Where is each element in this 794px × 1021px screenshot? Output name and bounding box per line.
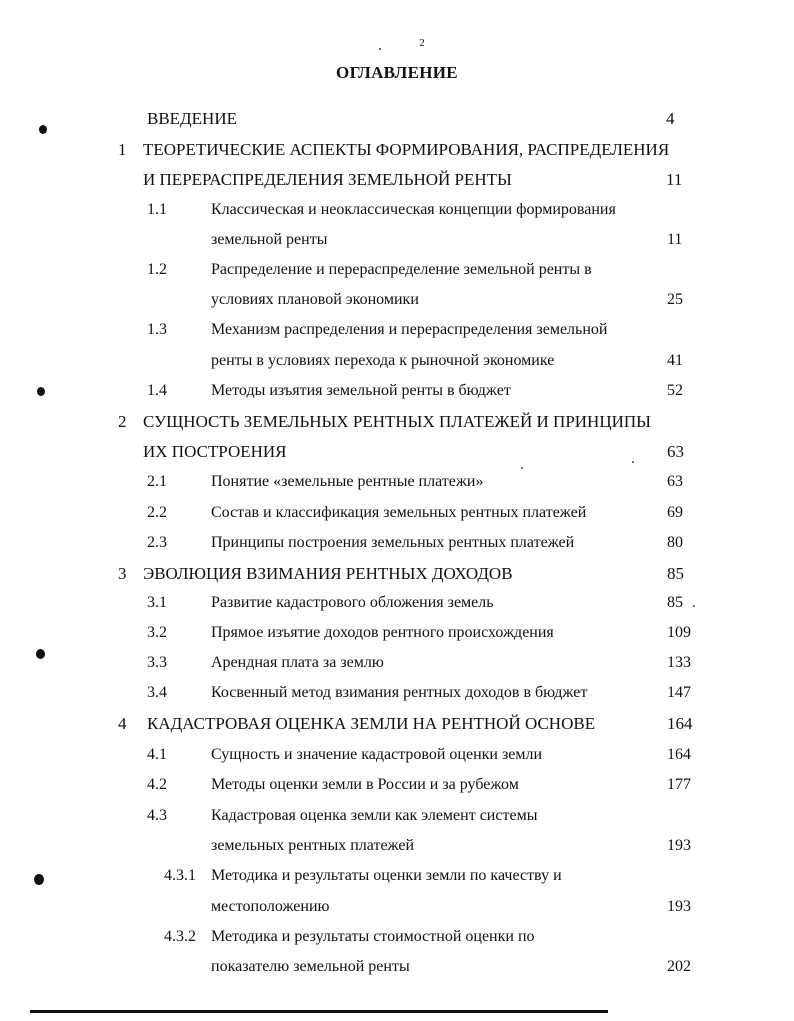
toc-section-title: Арендная плата за землю [211,654,384,671]
toc-chapter-title: ТЕОРЕТИЧЕСКИЕ АСПЕКТЫ ФОРМИРОВАНИЯ, РАСПРЕДЕЛЕНИЯ [143,140,670,159]
toc-subsection-page: 193 [667,898,691,915]
toc-chapter-page: 164 [667,714,693,733]
toc-section-title: Понятие «земельные рентные платежи» [211,473,484,490]
scan-speck [632,461,634,463]
toc-section-page: 63 [667,473,683,490]
toc-section-title: Принципы построения земельных рентных платежей [211,534,575,551]
toc-subsection-title-cont: показателю земельной ренты [211,958,410,975]
toc-section-title: Развитие кадастрового обложения земель [211,594,494,611]
toc-intro-page: 4 [666,109,675,128]
toc-chapter-page: 11 [666,170,683,189]
toc-section-page: 133 [667,654,691,671]
toc-chapter-number: 4 [118,714,127,733]
toc-section-title: Методы изъятия земельной ренты в бюджет [211,382,511,399]
toc-section-page: 177 [667,776,691,793]
toc-section-page: 109 [667,624,691,641]
toc-subsection-title-cont: местоположению [211,898,330,915]
toc-subsection-number: 4.3.2 [164,928,196,945]
toc-chapter-number: 3 [118,564,127,583]
binder-hole-mark [36,649,45,659]
toc-section-title: Механизм распределения и перераспределения земельной [211,321,608,338]
toc-chapter-title: КАДАСТРОВАЯ ОЦЕНКА ЗЕМЛИ НА РЕНТНОЙ ОСНОВЕ [147,714,596,733]
toc-section-page: 69 [667,504,683,521]
toc-section-number: 3.2 [147,624,167,641]
toc-chapter-title-cont: И ПЕРЕРАСПРЕДЕЛЕНИЯ ЗЕМЕЛЬНОЙ РЕНТЫ [143,170,512,189]
toc-section-title: Состав и классификация земельных рентных платежей [211,504,587,521]
toc-section-page: 25 [667,291,683,308]
toc-section-number: 1.1 [147,201,167,218]
toc-section-number: 2.3 [147,534,167,551]
toc-section-title: Классическая и неоклассическая концепции формирования [211,201,616,218]
binder-hole-mark [39,125,47,134]
toc-section-page: 80 [667,534,683,551]
toc-section-title-cont: ренты в условиях перехода к рыночной экономике [211,352,555,369]
page-title: ОГЛАВЛЕНИЕ [336,63,458,82]
toc-subsection-title: Методика и результаты стоимостной оценки по [211,928,535,945]
toc-section-number: 4.3 [147,807,167,824]
toc-section-page: 85 [667,594,683,611]
toc-section-title-cont: земельной ренты [211,231,328,248]
binder-hole-mark [37,387,45,396]
toc-section-number: 3.4 [147,684,167,701]
toc-section-number: 3.3 [147,654,167,671]
bottom-rule [30,1010,608,1013]
scan-speck [693,605,695,607]
toc-section-title: Сущность и значение кадастровой оценки земли [211,746,543,763]
toc-section-title: Прямое изъятие доходов рентного происхождения [211,624,554,641]
toc-chapter-title-cont: ИХ ПОСТРОЕНИЯ [143,442,287,461]
toc-section-number: 1.3 [147,321,167,338]
scan-speck [379,48,381,50]
toc-section-page: 164 [667,746,691,763]
toc-section-number: 4.1 [147,746,167,763]
toc-section-number: 2.1 [147,473,167,490]
toc-subsection-number: 4.3.1 [164,867,196,884]
toc-chapter-title: ЭВОЛЮЦИЯ ВЗИМАНИЯ РЕНТНЫХ ДОХОДОВ [143,564,513,583]
toc-section-title: Кадастровая оценка земли как элемент системы [211,807,538,824]
toc-section-number: 2.2 [147,504,167,521]
toc-section-title: Методы оценки земли в России и за рубежом [211,776,519,793]
toc-section-title-cont: условиях плановой экономики [211,291,419,308]
toc-section-number: 3.1 [147,594,167,611]
toc-section-title: Распределение и перераспределение земельной ренты в [211,261,592,278]
toc-section-title: Косвенный метод взимания рентных доходов в бюджет [211,684,588,701]
toc-chapter-page: 63 [667,442,684,461]
toc-section-number: 4.2 [147,776,167,793]
scan-speck [521,467,523,469]
toc-section-page: 41 [667,352,683,369]
toc-section-number: 1.4 [147,382,167,399]
toc-chapter-page: 85 [667,564,684,583]
toc-subsection-page: 202 [667,958,691,975]
toc-section-number: 1.2 [147,261,167,278]
toc-section-page: 147 [667,684,691,701]
binder-hole-mark [34,874,44,885]
toc-subsection-title: Методика и результаты оценки земли по качеству и [211,867,562,884]
toc-section-page: 11 [667,231,683,248]
toc-chapter-number: 1 [118,140,127,159]
toc-chapter-number: 2 [118,412,127,431]
toc-section-title-cont: земельных рентных платежей [211,837,415,854]
toc-chapter-title: СУЩНОСТЬ ЗЕМЕЛЬНЫХ РЕНТНЫХ ПЛАТЕЖЕЙ И ПРИНЦИПЫ [143,412,651,431]
toc-section-page: 52 [667,382,683,399]
toc-section-page: 193 [667,837,691,854]
page-number: 2 [419,37,425,49]
toc-intro-title: ВВЕДЕНИЕ [147,109,237,128]
